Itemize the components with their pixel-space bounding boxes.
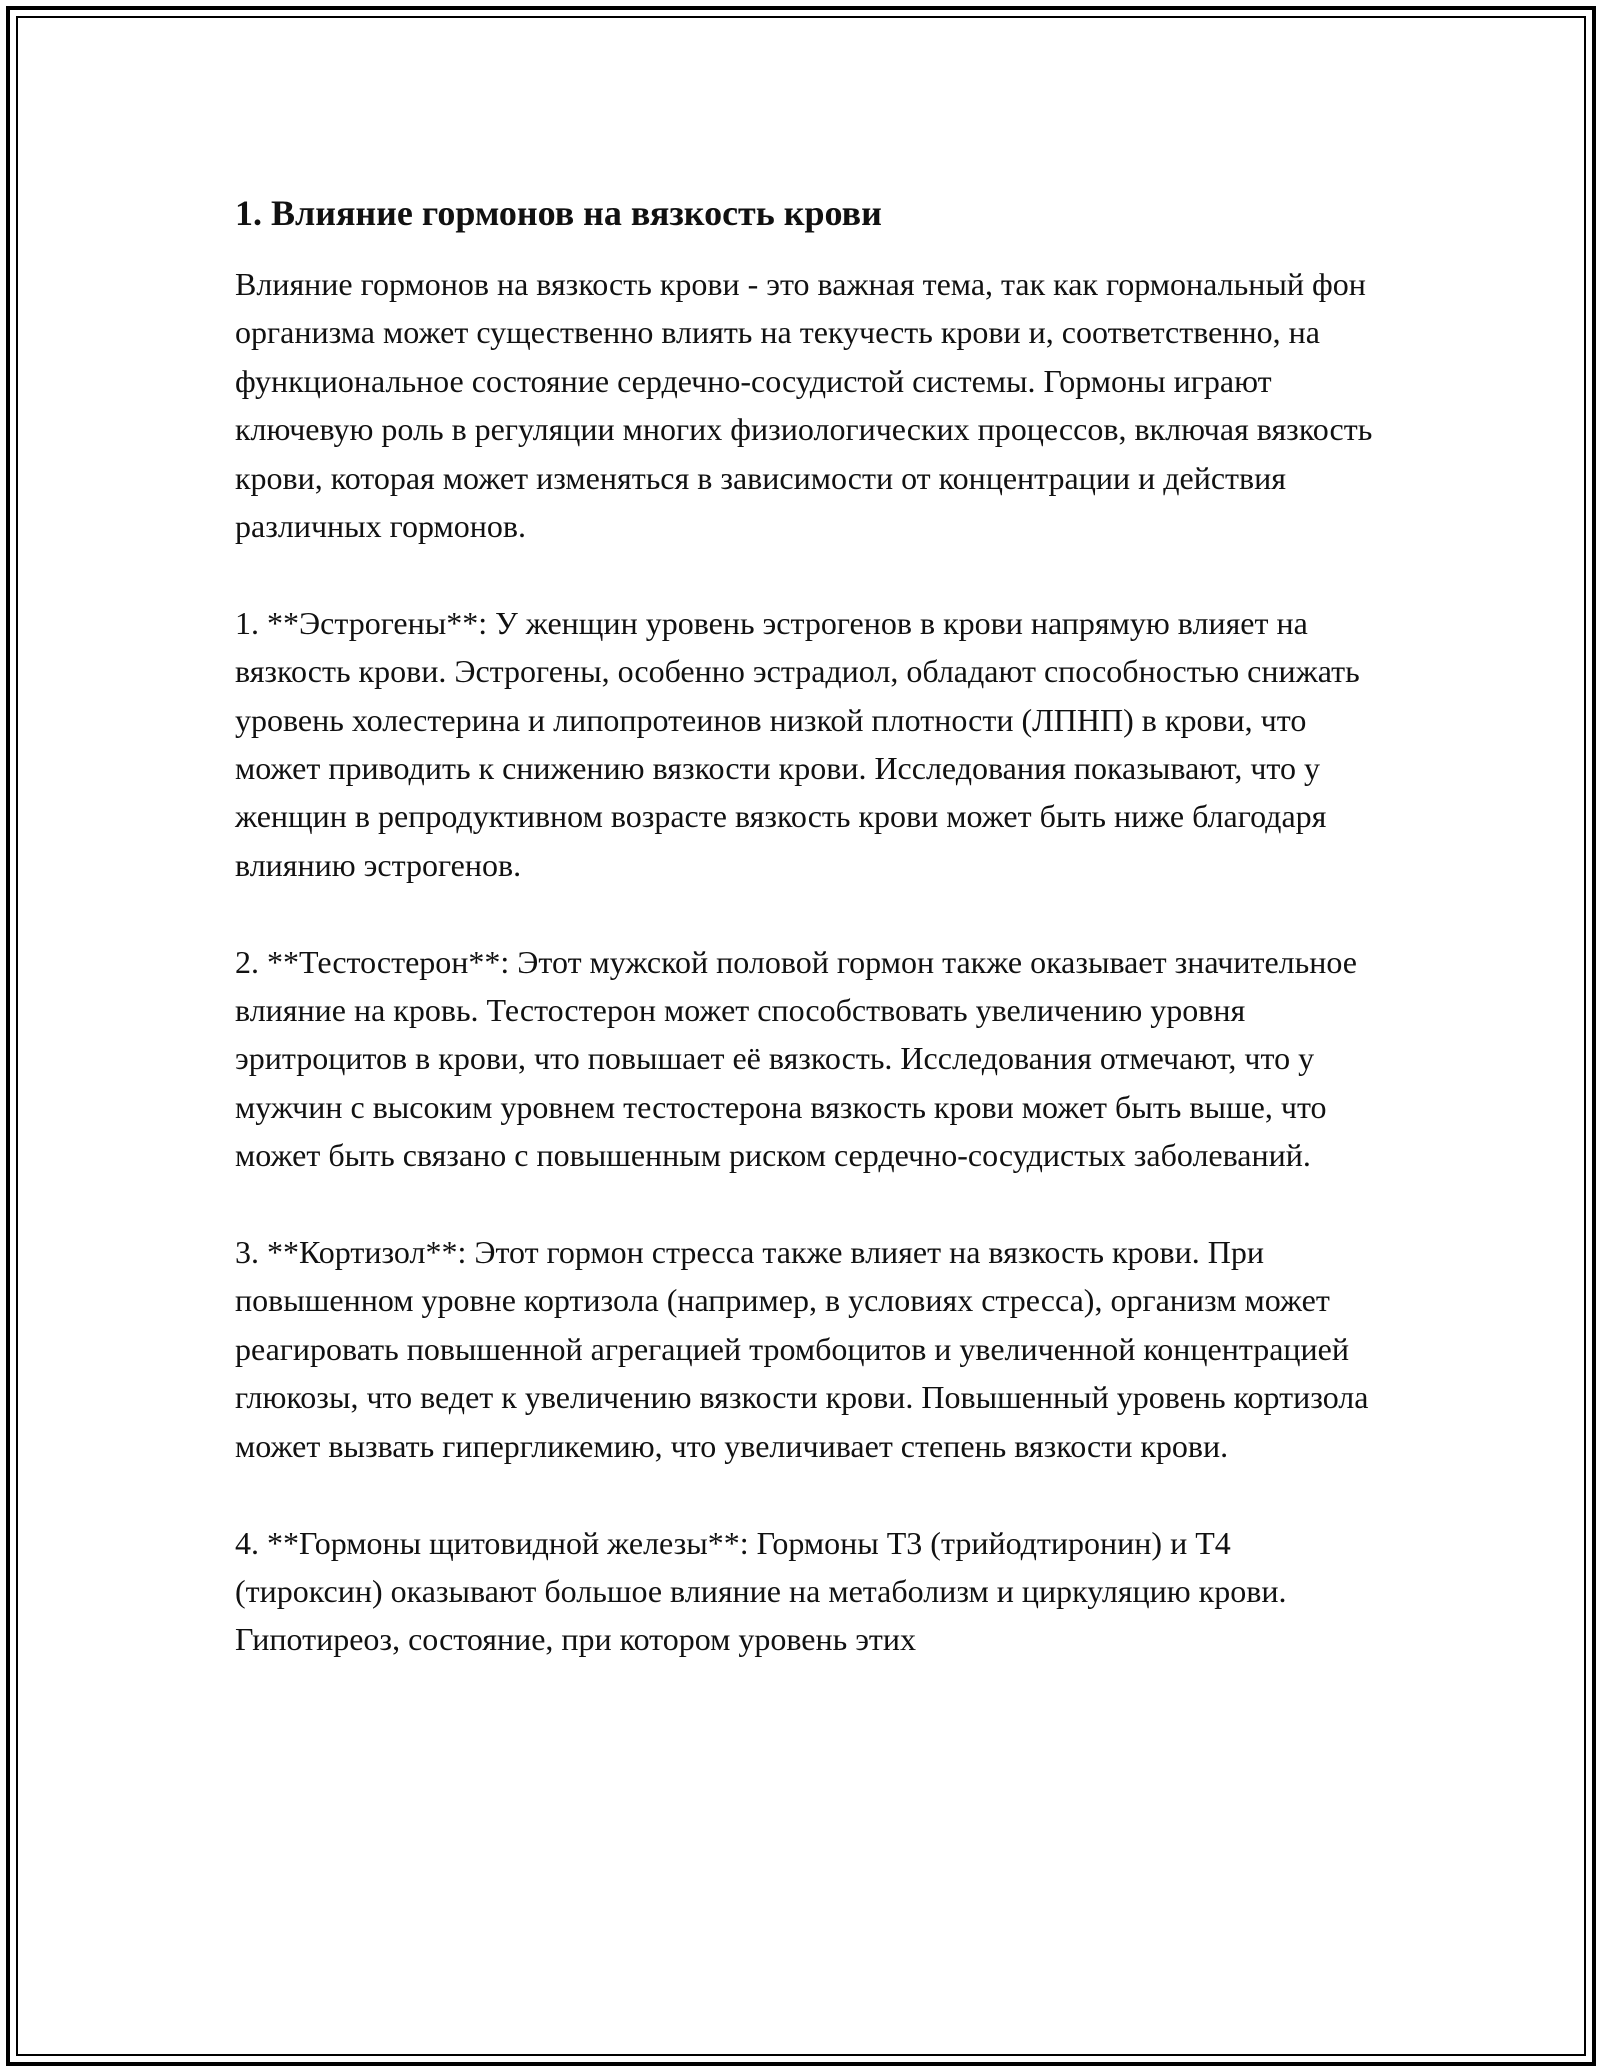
document-body — [235, 188, 1375, 1712]
estrogen-paragraph: 1. **Эстрогены**: У женщин уровень эстрогенов в крови напрямую влияет на вязкость крови. Эстрогены, особенно эстрадиол, обладают способностью снижать уровень холестерина и липопротеинов низкой плотности (ЛПНП) в крови, что может приводить к снижению вязкости крови. Исследования показывают, что у женщин в репродуктивном возрасте вязкость крови может быть ниже благодаря влиянию эстрогенов. — [235, 604, 1360, 883]
testosterone-paragraph: 2. **Тестостерон**: Этот мужской половой гормон также оказывает значительное влияние на кровь. Тестостерон может способствовать увеличению уровня эритроцитов в крови, что повышает её вязкость. Исследования отмечают, что у мужчин с высоким уровнем тестостерона вязкость крови может быть выше, что может быть связано с повышенным риском сердечно-сосудистых заболеваний. — [235, 943, 1357, 1174]
thyroid-paragraph: 4. **Гормоны щитовидной железы**: Гормоны Т3 (трийодтиронин) и Т4 (тироксин) оказывают большое влияние на метаболизм и циркуляцию крови. Гипотиреоз, состояние, при котором уровень этих — [235, 1524, 1287, 1658]
cortisol-paragraph: 3. **Кортизол**: Этот гормон стресса также влияет на вязкость крови. При повышенном уровне кортизола (например, в условиях стресса), организм может реагировать повышенной агрегацией тромбоцитов и увеличенной концентрацией глюкозы, что ведет к увеличению вязкости крови. Повышенный уровень кортизола может вызвать гипергликемию, что увеличивает степень вязкости крови. — [235, 1234, 1369, 1464]
section-title: 1. Влияние гормонов на вязкость крови — [235, 193, 882, 233]
intro-paragraph: Влияние гормонов на вязкость крови - это важная тема, так как гормональный фон организма может существенно влиять на текучесть крови и, соответственно, на функциональное состояние сердечно-сосудистой системы. Гормоны играют ключевую роль в регуляции многих физиологических процессов, включая вязкость крови, которая может изменяться в зависимости от концентрации и действия различных гормонов. — [235, 266, 1373, 545]
